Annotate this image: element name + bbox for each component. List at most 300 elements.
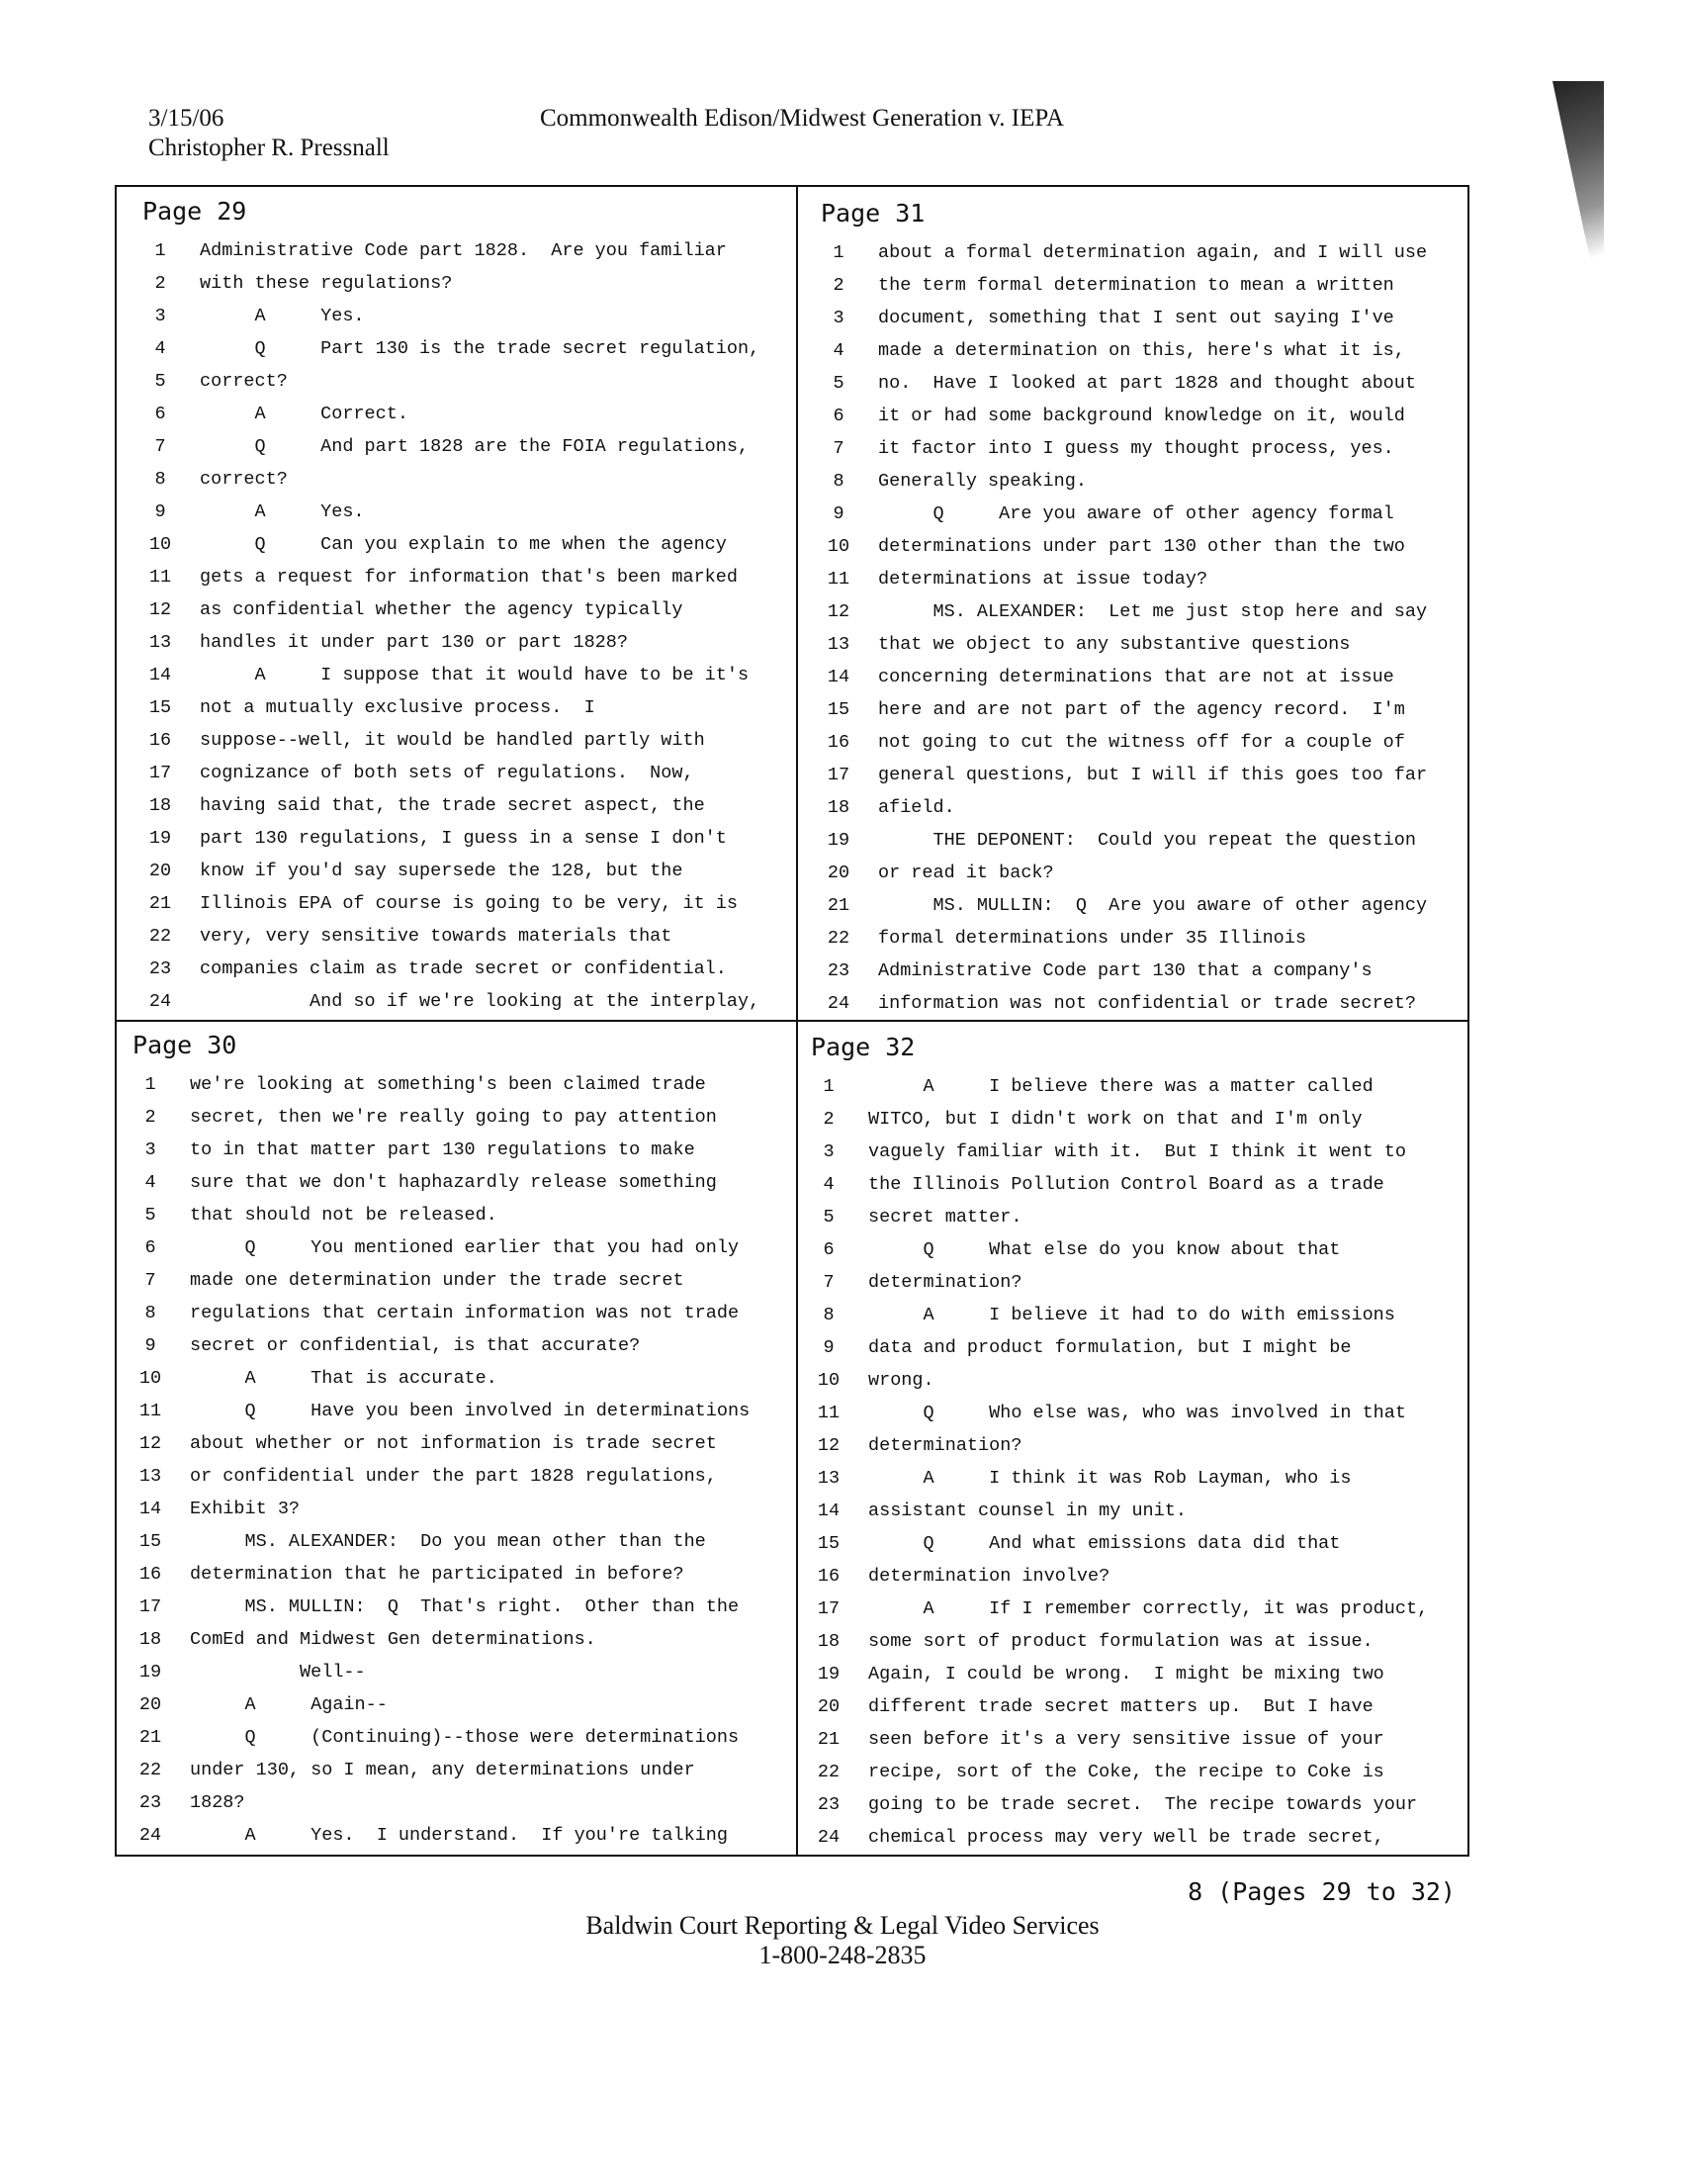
line-number: 20 — [817, 1696, 841, 1717]
transcript-line — [817, 922, 1479, 955]
line-number: 19 — [817, 1664, 841, 1684]
transcript-line — [807, 1756, 1469, 1788]
line-text: cognizance of both sets of regulations. Now, — [200, 763, 694, 783]
line-number: 3 — [823, 1141, 835, 1162]
transcript-line — [817, 661, 1479, 693]
line-number: 23 — [138, 1792, 162, 1813]
transcript-line — [807, 1592, 1469, 1625]
line-text: regulations that certain information was not trade — [190, 1303, 740, 1323]
transcript-line — [817, 334, 1479, 367]
line-number: 16 — [138, 1564, 162, 1585]
line-text: correct? — [200, 371, 288, 392]
footer-page-range: 8 (Pages 29 to 32) — [1188, 1877, 1456, 1906]
line-number: 6 — [823, 1239, 835, 1260]
line-number: 4 — [823, 1174, 835, 1195]
line-number: 14 — [827, 667, 850, 687]
line-number: 20 — [827, 863, 850, 883]
transcript-line — [807, 1168, 1469, 1201]
line-list — [817, 236, 1479, 1020]
line-text: it factor into I guess my thought process, yes. — [878, 438, 1394, 459]
transcript-line — [129, 1460, 791, 1493]
transcript-line — [807, 1070, 1469, 1103]
line-text: no. Have I looked at part 1828 and thought about — [878, 373, 1416, 394]
line-text: Q (Continuing)--those were determinations — [190, 1727, 740, 1748]
line-number: 1 — [154, 240, 166, 261]
transcript-line — [807, 1397, 1469, 1429]
line-number: 7 — [154, 436, 166, 457]
transcript-line — [817, 563, 1479, 595]
line-number: 7 — [823, 1272, 835, 1293]
transcript-line — [807, 1136, 1469, 1168]
line-number: 20 — [138, 1694, 162, 1715]
transcript-line — [817, 498, 1479, 530]
line-number: 23 — [148, 958, 172, 979]
transcript-line — [817, 465, 1479, 498]
line-number: 14 — [148, 665, 172, 685]
line-number: 14 — [138, 1499, 162, 1519]
line-text: different trade secret matters up. But I have — [868, 1696, 1374, 1717]
line-number: 15 — [827, 699, 850, 720]
transcript-line — [138, 496, 801, 528]
line-text: Illinois EPA of course is going to be very, it is — [200, 893, 738, 914]
line-number: 8 — [144, 1303, 156, 1323]
line-number: 18 — [148, 795, 172, 816]
line-text: Q Can you explain to me when the agency — [200, 534, 727, 555]
transcript-line — [138, 528, 801, 561]
transcript-line — [129, 1134, 791, 1166]
line-number: 13 — [138, 1466, 162, 1487]
line-number: 4 — [833, 340, 844, 361]
transcript-line — [807, 1364, 1469, 1397]
transcript-line — [817, 759, 1479, 791]
line-text: about whether or not information is trade secret — [190, 1433, 717, 1454]
transcript-line — [129, 1623, 791, 1656]
line-text: not going to cut the witness off for a couple of — [878, 732, 1405, 753]
line-number: 11 — [138, 1401, 162, 1421]
page-title: Page 30 — [133, 1031, 237, 1059]
transcript-line — [817, 302, 1479, 334]
line-number: 16 — [827, 732, 850, 753]
line-text: 1828? — [190, 1792, 245, 1813]
line-number: 22 — [827, 928, 850, 949]
transcript-line — [129, 1786, 791, 1819]
line-text: MS. ALEXANDER: Do you mean other than the — [190, 1531, 706, 1552]
transcript-line — [138, 855, 801, 887]
line-text: A That is accurate. — [190, 1368, 497, 1389]
transcript-line — [138, 920, 801, 953]
transcript-line — [129, 1688, 791, 1721]
transcript-line — [807, 1821, 1469, 1854]
transcript-line — [138, 724, 801, 757]
line-text: A I believe there was a matter called — [868, 1076, 1374, 1097]
line-text: about a formal determination again, and I will use — [878, 242, 1428, 263]
line-text: general questions, but I will if this goes too far — [878, 765, 1428, 785]
line-number: 5 — [823, 1207, 835, 1228]
transcript-line — [138, 300, 801, 332]
line-text: afield. — [878, 797, 955, 818]
line-text: going to be trade secret. The recipe towards your — [868, 1794, 1418, 1815]
line-text: Q You mentioned earlier that you had only — [190, 1237, 740, 1258]
transcript-line — [129, 1329, 791, 1362]
line-number: 18 — [138, 1629, 162, 1650]
transcript-line — [807, 1299, 1469, 1331]
line-number: 15 — [148, 697, 172, 718]
line-text: the term formal determination to mean a written — [878, 275, 1394, 296]
line-text: document, something that I sent out saying I've — [878, 308, 1394, 328]
line-text: THE DEPONENT: Could you repeat the question — [878, 830, 1416, 851]
transcript-line — [817, 269, 1479, 302]
line-number: 1 — [144, 1074, 156, 1095]
transcript-line — [129, 1754, 791, 1786]
transcript-line — [138, 430, 801, 463]
transcript-line — [129, 1362, 791, 1395]
line-list — [138, 234, 801, 1018]
line-number: 9 — [823, 1337, 835, 1358]
line-number: 8 — [823, 1305, 835, 1325]
transcript-line — [129, 1297, 791, 1329]
line-number: 15 — [817, 1533, 841, 1554]
transcript-line — [138, 234, 801, 267]
line-number: 19 — [148, 828, 172, 849]
line-text: not a mutually exclusive process. I — [200, 697, 595, 718]
line-text: secret, then we're really going to pay attention — [190, 1107, 717, 1128]
footer-phone: 1-800-248-2835 — [758, 1941, 927, 1969]
transcript-line — [129, 1656, 791, 1688]
page-title: Page 31 — [821, 199, 926, 228]
line-number: 11 — [827, 569, 850, 590]
line-text: we're looking at something's been claimed trade — [190, 1074, 706, 1095]
line-text: concerning determinations that are not at issue — [878, 667, 1394, 687]
line-number: 18 — [817, 1631, 841, 1652]
transcript-line — [817, 824, 1479, 857]
line-number: 19 — [138, 1662, 162, 1683]
transcript-line — [817, 595, 1479, 628]
transcript-line — [807, 1723, 1469, 1756]
line-text: suppose--well, it would be handled partly with — [200, 730, 705, 751]
transcript-page-29 — [138, 189, 801, 1018]
line-number: 5 — [833, 373, 844, 394]
line-text: Q Who else was, who was involved in that — [868, 1403, 1406, 1423]
line-number: 10 — [138, 1368, 162, 1389]
line-text: Generally speaking. — [878, 471, 1087, 492]
line-number: 21 — [817, 1729, 841, 1750]
line-text: A If I remember correctly, it was product, — [868, 1598, 1429, 1619]
line-number: 24 — [827, 993, 850, 1014]
transcript-line — [817, 857, 1479, 889]
line-text: A I suppose that it would have to be it's — [200, 665, 750, 685]
line-text: A Yes. — [200, 501, 365, 522]
line-text: know if you'd say supersede the 128, but the — [200, 861, 683, 881]
line-text: recipe, sort of the Coke, the recipe to Coke is — [868, 1762, 1384, 1782]
transcript-line — [817, 432, 1479, 465]
transcript-line — [138, 626, 801, 659]
line-number: 16 — [817, 1566, 841, 1587]
transcript-page-31 — [817, 191, 1479, 1020]
transcript-line — [138, 887, 801, 920]
line-number: 8 — [833, 471, 844, 492]
line-number: 22 — [817, 1762, 841, 1782]
transcript-line — [138, 332, 801, 365]
transcript-line — [129, 1101, 791, 1134]
line-text: companies claim as trade secret or confidential. — [200, 958, 727, 979]
divider-horizontal — [117, 1020, 1467, 1022]
transcript-line — [138, 365, 801, 398]
line-text: handles it under part 130 or part 1828? — [200, 632, 628, 653]
scan-artifact — [1552, 81, 1604, 318]
line-number: 4 — [154, 338, 166, 359]
line-number: 6 — [833, 406, 844, 426]
line-text: Q Are you aware of other agency formal — [878, 503, 1394, 524]
transcript-line — [807, 1690, 1469, 1723]
line-text: Well-- — [190, 1662, 366, 1683]
line-text: determination? — [868, 1272, 1022, 1293]
line-text: under 130, so I mean, any determinations under — [190, 1760, 695, 1780]
line-text: that should not be released. — [190, 1205, 497, 1226]
line-text: A Again-- — [190, 1694, 388, 1715]
line-text: having said that, the trade secret aspect, the — [200, 795, 705, 816]
transcript-line — [807, 1625, 1469, 1658]
line-number: 1 — [833, 242, 844, 263]
transcript-line — [129, 1231, 791, 1264]
transcript-page-30 — [129, 1023, 791, 1852]
line-text: Exhibit 3? — [190, 1499, 301, 1519]
line-text: determinations at issue today? — [878, 569, 1208, 590]
line-number: 21 — [138, 1727, 162, 1748]
line-text: determination involve? — [868, 1566, 1110, 1587]
line-text: MS. MULLIN: Q Are you aware of other agency — [878, 895, 1428, 916]
header-case-title: Commonwealth Edison/Midwest Generation v. IEPA — [540, 105, 1065, 132]
line-number: 3 — [833, 308, 844, 328]
line-number: 23 — [827, 960, 850, 981]
transcript-line — [129, 1493, 791, 1525]
line-text: A I think it was Rob Layman, who is — [868, 1468, 1352, 1489]
line-text: correct? — [200, 469, 288, 490]
transcript-line — [138, 593, 801, 626]
line-text: it or had some background knowledge on it, would — [878, 406, 1405, 426]
line-number: 9 — [144, 1335, 156, 1356]
line-text: MS. ALEXANDER: Let me just stop here and say — [878, 601, 1428, 622]
line-text: Administrative Code part 1828. Are you familiar — [200, 240, 727, 261]
line-text: assistant counsel in my unit. — [868, 1501, 1187, 1521]
line-number: 7 — [833, 438, 844, 459]
line-number: 2 — [823, 1109, 835, 1130]
transcript-page-32 — [807, 1025, 1469, 1854]
transcript-line — [807, 1429, 1469, 1462]
line-number: 3 — [154, 306, 166, 326]
page-title: Page 32 — [811, 1033, 916, 1061]
transcript-line — [129, 1525, 791, 1558]
transcript-line — [807, 1331, 1469, 1364]
line-number: 5 — [144, 1205, 156, 1226]
transcript-line — [817, 955, 1479, 987]
line-number: 10 — [817, 1370, 841, 1391]
line-number: 11 — [148, 567, 172, 588]
line-number: 1 — [823, 1076, 835, 1097]
line-number: 13 — [817, 1468, 841, 1489]
page-title: Page 29 — [142, 197, 247, 226]
line-number: 7 — [144, 1270, 156, 1291]
transcript-line — [138, 953, 801, 985]
line-text: some sort of product formulation was at issue. — [868, 1631, 1374, 1652]
transcript-line — [817, 400, 1479, 432]
line-number: 21 — [827, 895, 850, 916]
line-number: 16 — [148, 730, 172, 751]
footer-company: Baldwin Court Reporting & Legal Video Services — [585, 1911, 1100, 1940]
line-text: or confidential under the part 1828 regulations, — [190, 1466, 717, 1487]
line-text: Q What else do you know about that — [868, 1239, 1341, 1260]
line-text: here and are not part of the agency record. I'm — [878, 699, 1405, 720]
line-text: very, very sensitive towards materials that — [200, 926, 672, 947]
line-text: to in that matter part 130 regulations to make — [190, 1139, 695, 1160]
transcript-line — [807, 1266, 1469, 1299]
transcript-line — [138, 463, 801, 496]
line-text: determinations under part 130 other than the two — [878, 536, 1405, 557]
transcript-line — [807, 1233, 1469, 1266]
line-number: 9 — [833, 503, 844, 524]
transcript-line — [129, 1166, 791, 1199]
transcript-line — [807, 1788, 1469, 1821]
transcript-line — [138, 561, 801, 593]
line-text: Again, I could be wrong. I might be mixing two — [868, 1664, 1384, 1684]
line-text: WITCO, but I didn't work on that and I'm only — [868, 1109, 1363, 1130]
line-number: 3 — [144, 1139, 156, 1160]
line-number: 10 — [827, 536, 850, 557]
line-text: A Yes. I understand. If you're talking — [190, 1825, 728, 1846]
transcript-line — [817, 693, 1479, 726]
header-date: 3/15/06 — [148, 105, 224, 132]
transcript-line — [129, 1819, 791, 1852]
transcript-line — [129, 1199, 791, 1231]
line-text: determination? — [868, 1435, 1022, 1456]
transcript-line — [138, 822, 801, 855]
line-number: 19 — [827, 830, 850, 851]
line-number: 2 — [833, 275, 844, 296]
line-number: 12 — [827, 601, 850, 622]
line-text: that we object to any substantive questions — [878, 634, 1351, 655]
transcript-line — [807, 1527, 1469, 1560]
line-number: 2 — [154, 273, 166, 294]
line-number: 8 — [154, 469, 166, 490]
line-text: or read it back? — [878, 863, 1054, 883]
line-number: 17 — [148, 763, 172, 783]
line-text: seen before it's a very sensitive issue of your — [868, 1729, 1384, 1750]
line-number: 24 — [817, 1827, 841, 1848]
line-text: Q Part 130 is the trade secret regulation, — [200, 338, 760, 359]
line-number: 18 — [827, 797, 850, 818]
transcript-line — [138, 267, 801, 300]
line-text: made a determination on this, here's what it is, — [878, 340, 1405, 361]
line-number: 24 — [138, 1825, 162, 1846]
header-witness: Christopher R. Pressnall — [148, 135, 390, 161]
line-text: gets a request for information that's been marked — [200, 567, 738, 588]
line-text: vaguely familiar with it. But I think it went to — [868, 1141, 1406, 1162]
line-text: secret or confidential, is that accurate? — [190, 1335, 641, 1356]
line-text: secret matter. — [868, 1207, 1022, 1228]
line-text: made one determination under the trade secret — [190, 1270, 684, 1291]
transcript-line — [129, 1721, 791, 1754]
transcript-line — [129, 1427, 791, 1460]
line-number: 5 — [154, 371, 166, 392]
line-number: 14 — [817, 1501, 841, 1521]
line-list — [807, 1070, 1469, 1854]
transcript-line — [817, 530, 1479, 563]
transcript-line — [138, 757, 801, 789]
line-text: formal determinations under 35 Illinois — [878, 928, 1306, 949]
line-number: 2 — [144, 1107, 156, 1128]
transcript-line — [129, 1264, 791, 1297]
transcript-line — [129, 1591, 791, 1623]
line-text: A Yes. — [200, 306, 365, 326]
line-number: 11 — [817, 1403, 841, 1423]
line-text: information was not confidential or trade secret? — [878, 993, 1416, 1014]
line-text: Administrative Code part 130 that a company's — [878, 960, 1373, 981]
transcript-line — [807, 1103, 1469, 1136]
transcript-line — [138, 789, 801, 822]
line-number: 20 — [148, 861, 172, 881]
line-text: Q Have you been involved in determinations — [190, 1401, 751, 1421]
line-number: 6 — [154, 404, 166, 424]
line-number: 17 — [817, 1598, 841, 1619]
line-number: 12 — [138, 1433, 162, 1454]
line-text: determination that he participated in before? — [190, 1564, 684, 1585]
line-number: 4 — [144, 1172, 156, 1193]
line-number: 24 — [148, 991, 172, 1012]
line-text: data and product formulation, but I might be — [868, 1337, 1352, 1358]
transcript-line — [807, 1201, 1469, 1233]
transcript-line — [129, 1558, 791, 1591]
transcript-line — [817, 889, 1479, 922]
transcript-line — [807, 1560, 1469, 1592]
line-text: A Correct. — [200, 404, 408, 424]
line-number: 15 — [138, 1531, 162, 1552]
line-number: 13 — [827, 634, 850, 655]
transcript-line — [817, 367, 1479, 400]
transcript-line — [817, 987, 1479, 1020]
line-text: A I believe it had to do with emissions — [868, 1305, 1395, 1325]
line-number: 22 — [138, 1760, 162, 1780]
transcript-line — [817, 726, 1479, 759]
transcript-line — [138, 659, 801, 691]
transcript-line — [807, 1658, 1469, 1690]
line-number: 12 — [817, 1435, 841, 1456]
line-text: And so if we're looking at the interplay, — [200, 991, 760, 1012]
line-number: 6 — [144, 1237, 156, 1258]
line-number: 9 — [154, 501, 166, 522]
transcript-line — [129, 1395, 791, 1427]
transcript-line — [138, 985, 801, 1018]
line-text: as confidential whether the agency typically — [200, 599, 683, 620]
transcript-line — [817, 791, 1479, 824]
transcript-line — [817, 236, 1479, 269]
transcript-line — [807, 1495, 1469, 1527]
line-text: ComEd and Midwest Gen determinations. — [190, 1629, 596, 1650]
line-text: Q And what emissions data did that — [868, 1533, 1341, 1554]
line-text: the Illinois Pollution Control Board as a trade — [868, 1174, 1384, 1195]
line-number: 12 — [148, 599, 172, 620]
transcript-line — [138, 691, 801, 724]
line-text: Q And part 1828 are the FOIA regulations, — [200, 436, 750, 457]
line-number: 22 — [148, 926, 172, 947]
line-text: part 130 regulations, I guess in a sense I don't — [200, 828, 727, 849]
transcript-line — [807, 1462, 1469, 1495]
line-text: chemical process may very well be trade secret, — [868, 1827, 1384, 1848]
line-number: 23 — [817, 1794, 841, 1815]
line-text: sure that we don't haphazardly release something — [190, 1172, 717, 1193]
line-number: 17 — [827, 765, 850, 785]
line-text: MS. MULLIN: Q That's right. Other than the — [190, 1596, 740, 1617]
line-text: with these regulations? — [200, 273, 453, 294]
transcript-line — [129, 1068, 791, 1101]
